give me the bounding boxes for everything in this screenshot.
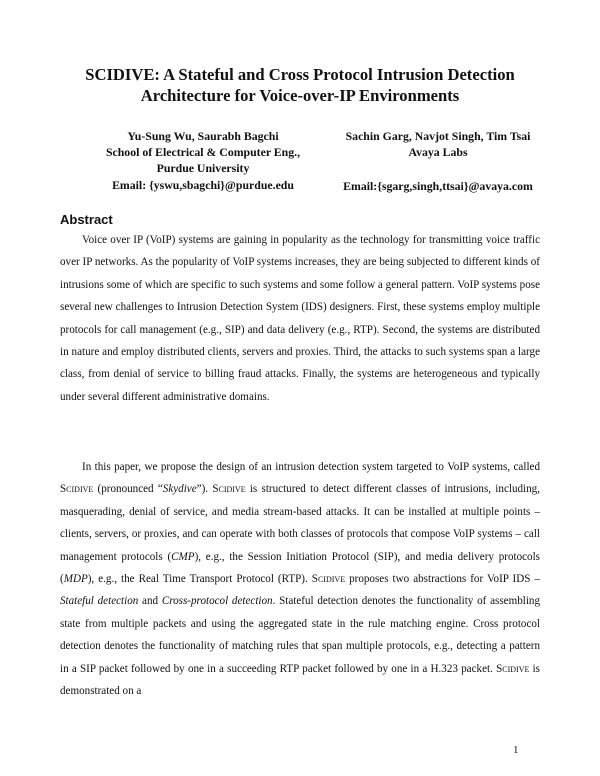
abstract-paragraph-2: In this paper, we propose the design of an intrusion detection system targeted to VoIP systems, called Scidive (pronounced “Skydive”). Scidive is structured to detect different classes of intrusions, including, masquerading, denial of service, and media stream-based attacks. It can be installed at multiple points – clients, servers, or proxies, and can operate with both classes of protocols that compose VoIP systems – call management protocols (CMP), e.g., the Session Initiation Protocol (SIP), and media delivery protocols (MDP), e.g., the Real Time Transport Protocol (RTP). Scidive proposes two abstractions for VoIP IDS – Stateful detection and Cross-protocol detection. Stateful detection denotes the functionality of assembling state from multiple packets and using the aggregated state in the rule matching engine. Cross protocol detection denotes the functionality of matching rules that span multiple protocols, e.g., detecting a pattern in a SIP packet followed by one in a succeeding RTP packet followed by one in a H.323 packet. Scidive is demonstrated on a [60, 461, 540, 698]
scidive-name: Scidive [60, 483, 94, 496]
affiliation-left-2: Purdue University [156, 161, 250, 175]
author-names-right: Sachin Garg, Navjot Singh, Tim Tsai [345, 129, 531, 143]
page-number: 1 [513, 744, 519, 756]
title-line-2: Architecture for Voice-over-IP Environments [140, 86, 460, 105]
scidive-name: Scidive [311, 573, 346, 586]
abstract-heading: Abstract [60, 212, 113, 227]
title-line-1: SCIDIVE: A Stateful and Cross Protocol Intrusion Detection [85, 65, 515, 84]
email-left: Email: {yswu,sbagchi}@purdue.edu [112, 178, 294, 192]
scidive-name: Scidive [212, 483, 246, 496]
abstract-paragraph-1: Voice over IP (VoIP) systems are gaining in popularity as the technology for transmitting voice traffic over IP networks. As the popularity of VoIP systems increases, they are being subjected to different kinds of intrusions some of which are specific to such systems and some follow a general pattern. VoIP systems pose several new challenges to Intrusion Detection System (IDS) designers. First, these systems employ multiple protocols for call management (e.g., SIP) and data delivery (e.g., RTP). Second, the systems are distributed in nature and employ distributed clients, servers and proxies. Third, the attacks to such systems span a large class, from denial of service to billing fraud attacks. Finally, the systems are heterogeneous and typically under several different administrative domains. [60, 234, 540, 403]
paper-title [60, 64, 540, 106]
author-names-left: Yu-Sung Wu, Saurabh Bagchi [127, 129, 279, 143]
affiliation-right: Avaya Labs [408, 145, 468, 159]
author-block-right [318, 128, 558, 160]
scidive-name: Scidive [496, 662, 530, 675]
affiliation-left-1: School of Electrical & Computer Eng., [105, 145, 301, 159]
author-block-left [78, 128, 328, 176]
email-right: Email:{sgarg,singh,ttsai}@avaya.com [343, 179, 533, 193]
